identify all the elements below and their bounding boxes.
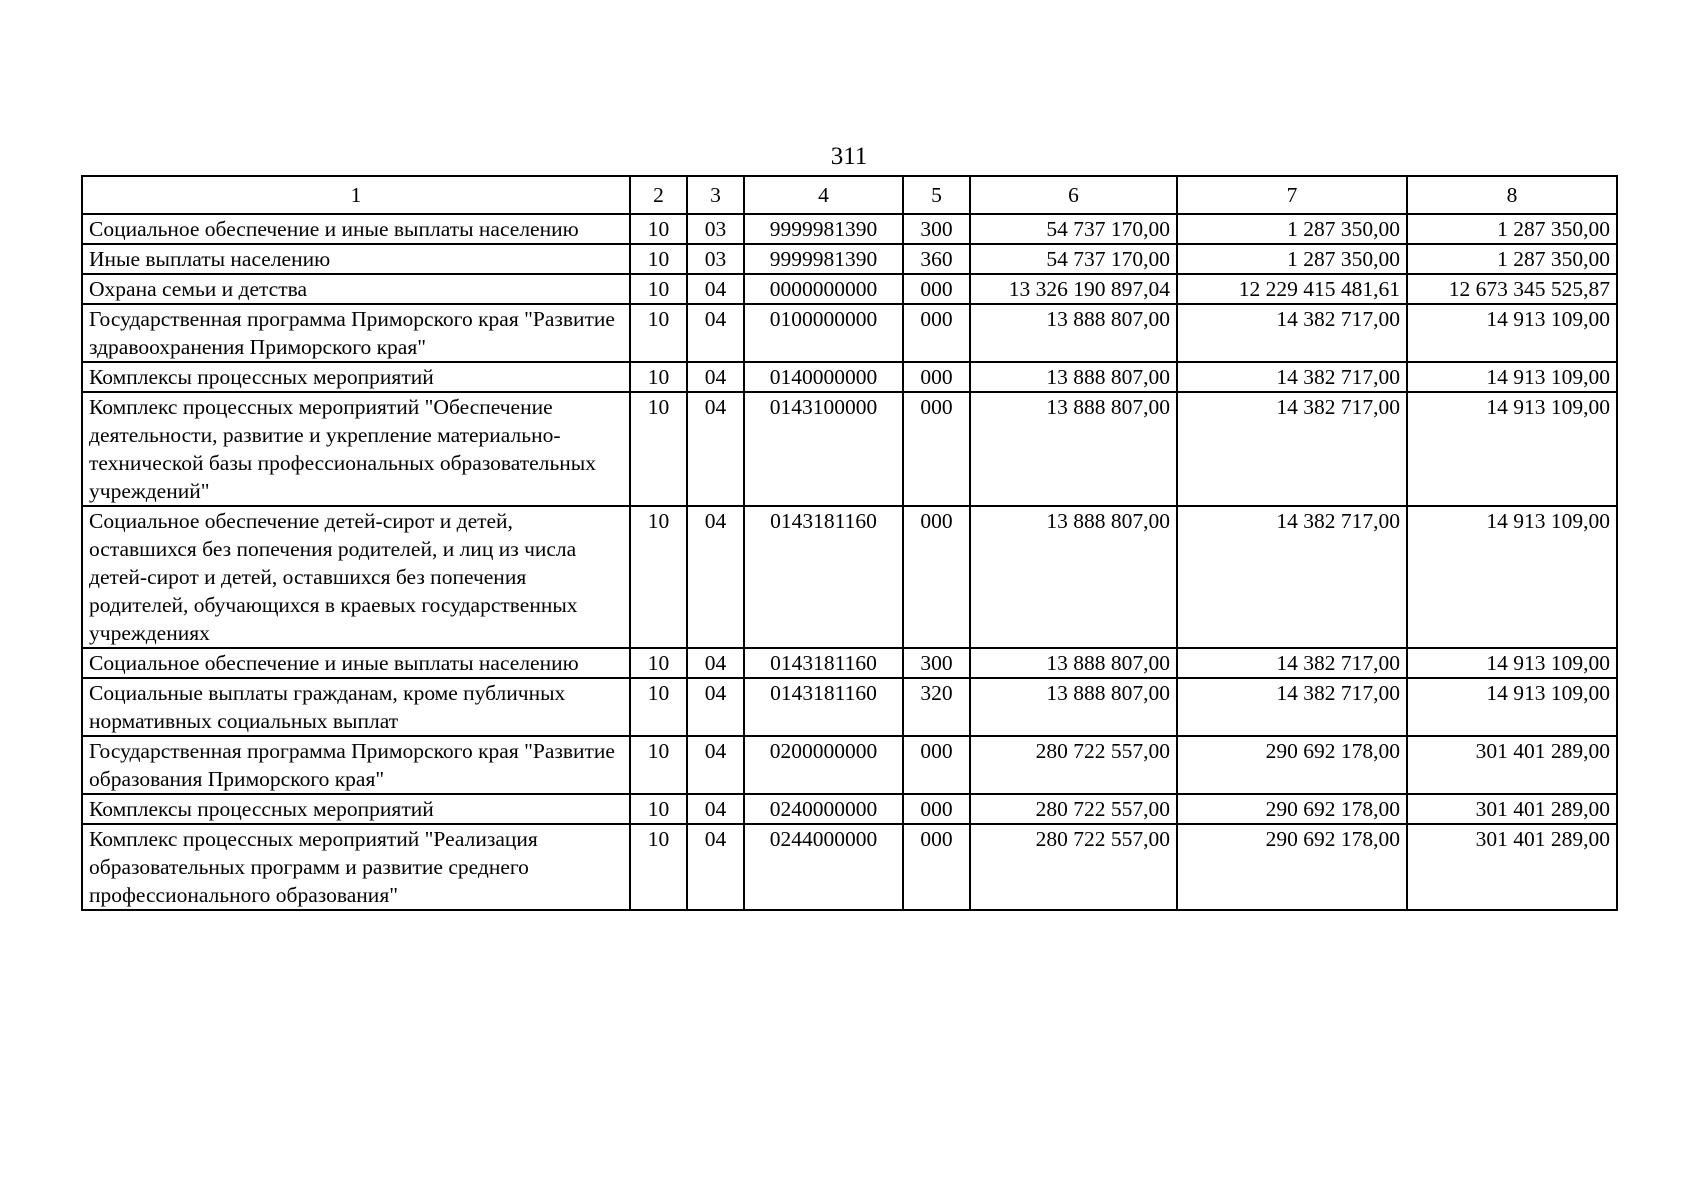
row-section: 10 [630,736,687,794]
row-expense-type: 000 [903,274,970,304]
row-amount-8: 14 913 109,00 [1407,648,1617,678]
row-amount-8: 1 287 350,00 [1407,244,1617,274]
row-amount-7: 1 287 350,00 [1177,244,1407,274]
row-expense-type: 000 [903,362,970,392]
row-amount-7: 290 692 178,00 [1177,736,1407,794]
row-expense-type: 320 [903,678,970,736]
row-subsection: 04 [687,678,744,736]
row-amount-6: 13 888 807,00 [970,678,1177,736]
row-section: 10 [630,362,687,392]
table-row [82,824,1617,910]
row-expense-type: 300 [903,214,970,244]
row-amount-6: 280 722 557,00 [970,794,1177,824]
row-name: Социальное обеспечение детей-сирот и детей, оставшихся без попечения родителей, и лиц из числа детей-сирот и детей, оставшихся без попечения родителей, обучающихся в краевых государственных учреждениях [82,506,630,648]
row-name: Комплекс процессных мероприятий "Обеспечение деятельности, развитие и укрепление материально-технической базы профессиональных образовательных учреждений" [82,392,630,506]
row-name: Социальные выплаты гражданам, кроме публичных нормативных социальных выплат [82,678,630,736]
row-amount-6: 13 888 807,00 [970,648,1177,678]
row-amount-7: 14 382 717,00 [1177,678,1407,736]
row-section: 10 [630,648,687,678]
row-amount-6: 13 326 190 897,04 [970,274,1177,304]
row-subsection: 03 [687,244,744,274]
row-target-code: 9999981390 [744,214,903,244]
row-amount-8: 301 401 289,00 [1407,794,1617,824]
row-target-code: 0000000000 [744,274,903,304]
budget-table [81,175,1618,911]
row-section: 10 [630,794,687,824]
row-amount-6: 280 722 557,00 [970,824,1177,910]
row-amount-8: 14 913 109,00 [1407,506,1617,648]
row-section: 10 [630,678,687,736]
row-section: 10 [630,392,687,506]
row-subsection: 04 [687,304,744,362]
row-amount-7: 14 382 717,00 [1177,392,1407,506]
row-name: Социальное обеспечение и иные выплаты населению [82,648,630,678]
row-amount-7: 14 382 717,00 [1177,304,1407,362]
row-name: Комплексы процессных мероприятий [82,362,630,392]
header-row [82,176,1617,214]
row-amount-7: 14 382 717,00 [1177,362,1407,392]
row-name: Государственная программа Приморского края "Развитие здравоохранения Приморского края" [82,304,630,362]
row-expense-type: 000 [903,506,970,648]
row-section: 10 [630,214,687,244]
row-target-code: 0143181160 [744,506,903,648]
row-target-code: 0100000000 [744,304,903,362]
table-row [82,244,1617,274]
row-target-code: 0143100000 [744,392,903,506]
page-number: 311 [830,143,868,170]
row-subsection: 04 [687,648,744,678]
row-section: 10 [630,506,687,648]
row-subsection: 04 [687,736,744,794]
row-expense-type: 300 [903,648,970,678]
row-amount-7: 1 287 350,00 [1177,214,1407,244]
row-expense-type: 000 [903,736,970,794]
row-expense-type: 000 [903,392,970,506]
row-name: Комплексы процессных мероприятий [82,794,630,824]
column-header-2: 2 [630,176,687,214]
row-subsection: 04 [687,824,744,910]
row-amount-7: 14 382 717,00 [1177,506,1407,648]
row-amount-8: 14 913 109,00 [1407,362,1617,392]
row-section: 10 [630,304,687,362]
row-target-code: 0143181160 [744,648,903,678]
table-row [82,648,1617,678]
row-name: Иные выплаты населению [82,244,630,274]
row-subsection: 03 [687,214,744,244]
row-amount-8: 12 673 345 525,87 [1407,274,1617,304]
column-header-6: 6 [970,176,1177,214]
table-row [82,794,1617,824]
row-subsection: 04 [687,274,744,304]
row-amount-6: 13 888 807,00 [970,362,1177,392]
row-amount-6: 280 722 557,00 [970,736,1177,794]
row-amount-8: 14 913 109,00 [1407,304,1617,362]
row-amount-6: 13 888 807,00 [970,392,1177,506]
row-amount-8: 1 287 350,00 [1407,214,1617,244]
row-amount-6: 54 737 170,00 [970,244,1177,274]
row-amount-8: 14 913 109,00 [1407,678,1617,736]
row-subsection: 04 [687,506,744,648]
row-expense-type: 000 [903,304,970,362]
column-header-4: 4 [744,176,903,214]
column-header-8: 8 [1407,176,1617,214]
row-section: 10 [630,824,687,910]
row-section: 10 [630,274,687,304]
table-row [82,214,1617,244]
row-name: Охрана семьи и детства [82,274,630,304]
row-target-code: 9999981390 [744,244,903,274]
row-amount-6: 13 888 807,00 [970,304,1177,362]
row-target-code: 0140000000 [744,362,903,392]
row-amount-7: 14 382 717,00 [1177,648,1407,678]
row-amount-7: 290 692 178,00 [1177,824,1407,910]
column-header-1: 1 [82,176,630,214]
row-subsection: 04 [687,362,744,392]
table-row [82,678,1617,736]
table-row [82,304,1617,362]
row-amount-6: 13 888 807,00 [970,506,1177,648]
table-row [82,392,1617,506]
row-section: 10 [630,244,687,274]
row-target-code: 0240000000 [744,794,903,824]
column-header-7: 7 [1177,176,1407,214]
row-target-code: 0200000000 [744,736,903,794]
column-header-5: 5 [903,176,970,214]
row-target-code: 0244000000 [744,824,903,910]
row-name: Комплекс процессных мероприятий "Реализация образовательных программ и развитие среднего профессионального образования" [82,824,630,910]
row-amount-8: 301 401 289,00 [1407,736,1617,794]
row-target-code: 0143181160 [744,678,903,736]
row-expense-type: 000 [903,824,970,910]
row-amount-8: 301 401 289,00 [1407,824,1617,910]
row-amount-8: 14 913 109,00 [1407,392,1617,506]
row-expense-type: 000 [903,794,970,824]
row-amount-6: 54 737 170,00 [970,214,1177,244]
row-amount-7: 12 229 415 481,61 [1177,274,1407,304]
row-amount-7: 290 692 178,00 [1177,794,1407,824]
row-expense-type: 360 [903,244,970,274]
table-row [82,362,1617,392]
table-row [82,736,1617,794]
table-row [82,274,1617,304]
table-row [82,506,1617,648]
row-name: Социальное обеспечение и иные выплаты населению [82,214,630,244]
row-subsection: 04 [687,794,744,824]
row-subsection: 04 [687,392,744,506]
row-name: Государственная программа Приморского края "Развитие образования Приморского края" [82,736,630,794]
column-header-3: 3 [687,176,744,214]
